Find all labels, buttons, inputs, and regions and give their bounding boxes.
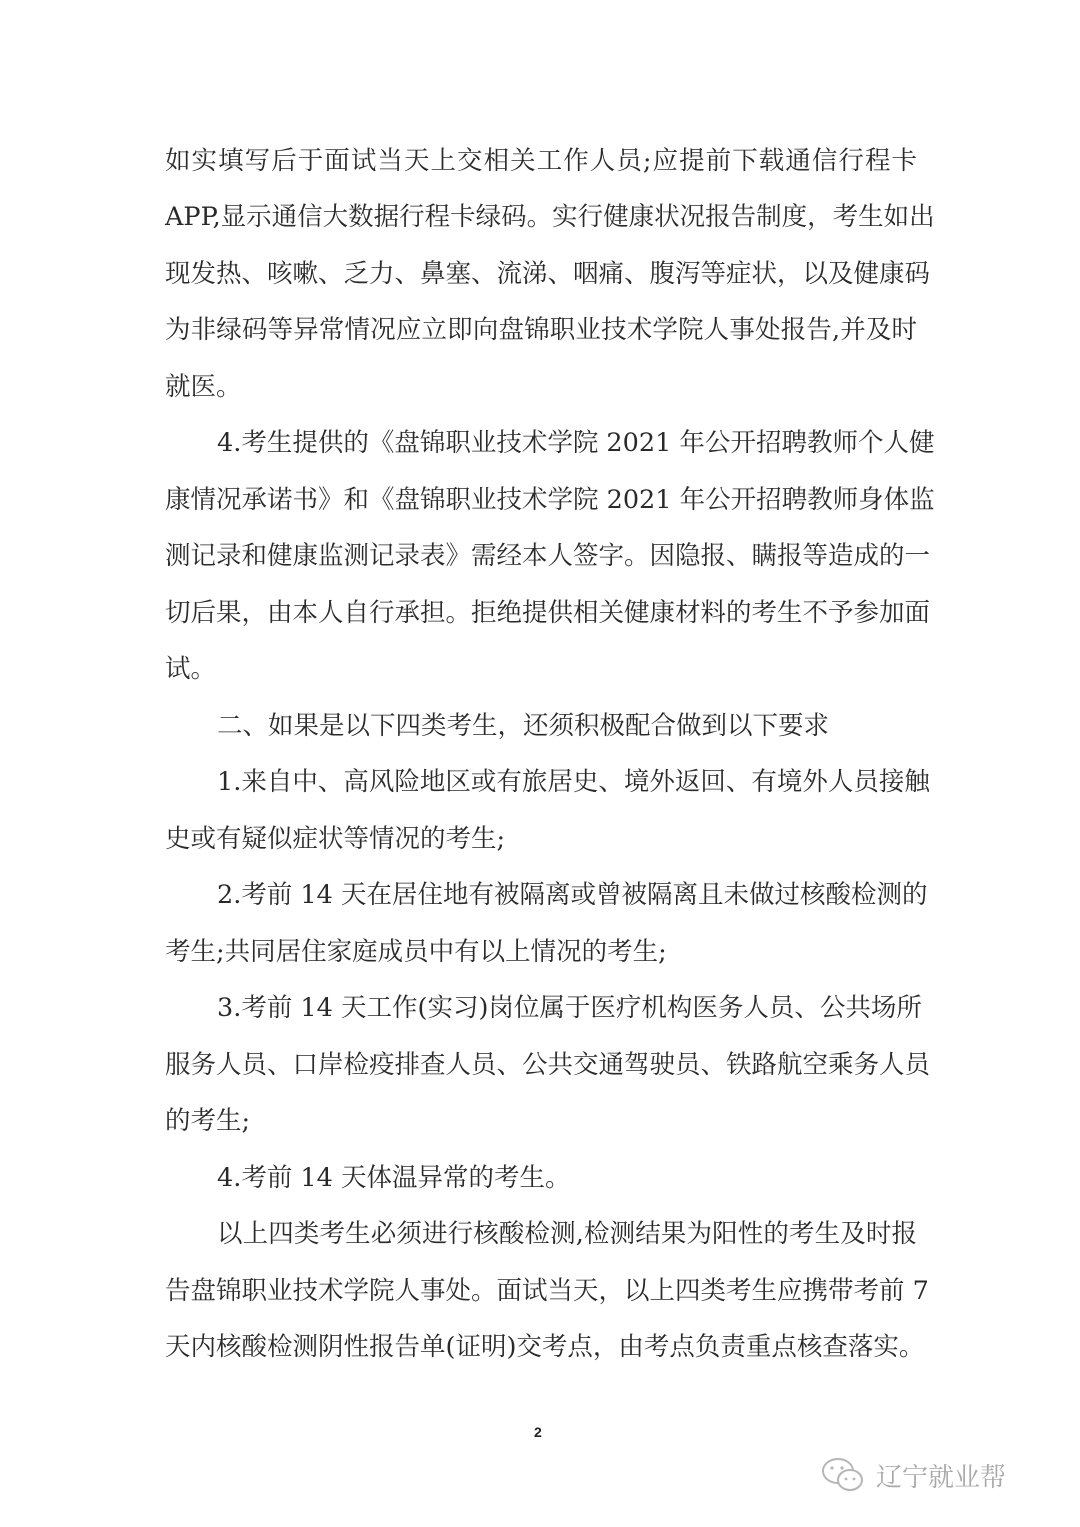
text-line: 以上四类考生必须进行核酸检测,检测结果为阳性的考生及时报 <box>217 1219 917 1249</box>
text-line: 1.来自中、高风险地区或有旅居史、境外返回、有境外人员接触 <box>217 767 930 797</box>
text-line: 考生;共同居住家庭成员中有以上情况的考生; <box>165 937 667 967</box>
page-number: 2 <box>534 1424 542 1440</box>
text-line: 为非绿码等异常情况应立即向盘锦职业技术学院人事处报告,并及时 <box>165 315 917 345</box>
watermark-text: 辽宁就业帮 <box>876 1462 1007 1493</box>
watermark <box>820 1455 1006 1495</box>
text-line: 试。 <box>165 654 217 684</box>
text-line: APP,显示通信大数据行程卡绿码。实行健康状况报告制度，考生如出 <box>165 202 935 232</box>
text-line: 告盘锦职业技术学院人事处。面试当天，以上四类考生应携带考前 7 <box>165 1276 929 1306</box>
section-heading: 二、如果是以下四类考生，还须积极配合做到以下要求 <box>217 711 830 741</box>
text-line: 天内核酸检测阴性报告单(证明)交考点，由考点负责重点核查落实。 <box>165 1332 925 1362</box>
text-line: 服务人员、口岸检疫排查人员、公共交通驾驶员、铁路航空乘务人员 <box>165 1050 931 1080</box>
text-line: 4.考前 14 天体温异常的考生。 <box>217 1163 571 1193</box>
text-line: 切后果，由本人自行承担。拒绝提供相关健康材料的考生不予参加面 <box>165 598 931 628</box>
text-line: 3.考前 14 天工作(实习)岗位属于医疗机构医务人员、公共场所 <box>217 993 922 1023</box>
text-line: 4.考生提供的《盘锦职业技术学院 2021 年公开招聘教师个人健 <box>217 428 935 458</box>
text-line: 2.考前 14 天在居住地有被隔离或曾被隔离且未做过核酸检测的 <box>217 880 928 910</box>
text-line: 如实填写后于面试当天上交相关工作人员;应提前下载通信行程卡 <box>165 146 917 176</box>
text-line: 康情况承诺书》和《盘锦职业技术学院 2021 年公开招聘教师身体监 <box>165 485 935 515</box>
text-line: 就医。 <box>165 372 242 402</box>
text-line: 现发热、咳嗽、乏力、鼻塞、流涕、咽痛、腹泻等症状，以及健康码 <box>165 259 931 289</box>
text-line: 史或有疑似症状等情况的考生; <box>165 824 506 854</box>
text-line: 测记录和健康监测记录表》需经本人签字。因隐报、瞒报等造成的一 <box>165 541 931 571</box>
wechat-icon <box>820 1456 868 1494</box>
text-line: 的考生; <box>165 1106 251 1136</box>
